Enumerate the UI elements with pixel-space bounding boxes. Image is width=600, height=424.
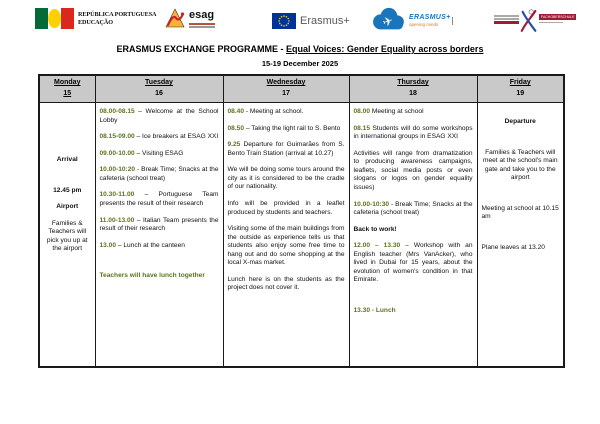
date-label: 19: [516, 89, 525, 97]
schedule-entry: Departure: [504, 118, 536, 125]
fos-ribbon-label: FACHOBERSCHULE: [541, 15, 575, 19]
fos-figure-icon: [520, 8, 538, 32]
tuesday-cell: [95, 103, 223, 367]
erasmus-plus-label: Erasmus+: [300, 15, 350, 27]
erasmus-opening-minds-logo: [369, 6, 451, 34]
title-highlight: Equal Voices: Gender Equality across borders: [286, 44, 484, 54]
eu-flag-icon: [272, 13, 296, 29]
svg-text:✈: ✈: [380, 13, 395, 30]
day-header-wednesday: [223, 75, 349, 103]
schedule-entry: Plane leaves at 13.20: [481, 243, 545, 251]
date-label: 15: [63, 89, 72, 97]
opening-minds-tagline: opening minds: [409, 21, 439, 27]
wednesday-cell: [223, 103, 349, 367]
esag-text-block: [189, 10, 215, 29]
friday-cell: [477, 103, 564, 367]
date-range: 15-19 December 2025: [261, 59, 339, 68]
entry-time: 9.25: [227, 141, 241, 149]
entry-time: 08.15: [353, 124, 371, 132]
schedule-entry: Families & Teachers will meet at the school's main gate and take you to the airport: [482, 148, 558, 182]
date-label: 18: [409, 89, 417, 97]
fachoberschule-logo: [494, 8, 576, 32]
republica-portuguesa-logo: [35, 8, 156, 29]
entry-time: 08.00-08.15: [99, 108, 135, 115]
erasmus-handwritten-label: ERASMUS+: [409, 13, 451, 21]
entry-time: 08.00: [353, 108, 371, 115]
day-header-monday: [39, 75, 95, 103]
schedule-entry: 12.45 pm: [53, 186, 82, 194]
republica-text: [78, 11, 156, 26]
day-label: Thursday: [397, 79, 429, 86]
schedule-entry: 10.00-10:20 - Break Time; Snacks at the cafeteria (school treat): [99, 166, 219, 182]
esag-subtext-bar: [189, 26, 215, 28]
schedule-entry: 12.00 – 13.30 – Workshop with an English teacher (Mrs VanAcker), who lived in Dubai for 15 years, about the evolution of women's condition in that Emirate.: [353, 242, 473, 284]
schedule-entry: Info will be provided in a leaflet produced by students and teachers.: [227, 199, 345, 216]
schedule-entry: 13.30 - Lunch: [353, 307, 396, 314]
schedule-entry: Activities will range from dramatization to producing awareness campaigns, leaflets, social media posts or even slogans or logos on gender equality issues): [353, 149, 473, 191]
schedule-entry: Airport: [56, 203, 79, 211]
header-row: [39, 75, 564, 103]
schedule-entry: 08.15 Students will do some workshops in international groups in ESAG XXI: [353, 124, 473, 141]
schedule-entry: 08.15-09.00 – Ice breakers at ESAG XXI: [99, 133, 219, 141]
title-main: ERASMUS EXCHANGE PROGRAMME -: [116, 44, 287, 54]
esag-subtext-bar: [189, 23, 215, 25]
schedule-row: [39, 103, 564, 367]
portugal-flag-icon: [35, 8, 74, 29]
schedule-entry: Families & Teachers will pick you up at the airport: [46, 219, 88, 253]
day-label: Monday: [54, 79, 81, 86]
schedule-entry: Lunch here is on the students as the project does not cover it.: [227, 275, 345, 292]
entry-time: 09.00-10.00: [99, 149, 135, 157]
entry-time: 08.15-09.00: [99, 133, 135, 141]
thursday-cell: [349, 103, 477, 367]
esag-name: esag: [189, 9, 215, 21]
flag-red-block: [61, 8, 74, 29]
entry-time: 10.00-10:20: [99, 166, 136, 174]
entry-time: 08.40: [227, 108, 245, 115]
esag-subtext-bars: [189, 23, 215, 28]
monday-cell: [39, 103, 95, 367]
republica-line1: REPÚBLICA PORTUGUESA: [78, 11, 157, 19]
schedule-entry: We will be doing some tours around the city as it is considered to be the cradle of our nationality.: [227, 166, 345, 191]
schedule-entry: 08.00 Meeting at school: [353, 108, 424, 115]
opening-minds-text-block: [409, 14, 451, 27]
flag-yellow-circle: [48, 9, 61, 28]
schedule-entry: Visiting some of the main buildings from the outside as experience tells us that students also enjoy some free time to hang out and do some shopping at the local X-mas market.: [227, 225, 345, 267]
day-label: Wednesday: [266, 79, 306, 86]
schedule-entry: Meeting at school at 10.15 am: [481, 204, 559, 221]
fos-right-text-block: [539, 14, 576, 23]
date-label: 16: [155, 89, 163, 97]
fos-text-bar: [539, 22, 563, 24]
republica-line2: EDUCAÇÃO: [78, 18, 113, 26]
day-header-friday: [477, 75, 564, 103]
entry-time: 11.00-13.00: [99, 216, 135, 224]
schedule-table: [38, 74, 565, 368]
schedule-entry: 08.40 - Meeting at school.: [227, 108, 304, 115]
schedule-entry: Back to work!: [353, 225, 397, 233]
day-label: Tuesday: [145, 79, 173, 86]
schedule-entry: 11.00-13.00 – Italian Team presents the result of their research: [99, 216, 219, 233]
entry-time: 12.00 – 13.30 –: [353, 242, 409, 250]
fos-red-bar: [494, 21, 519, 24]
schedule-entry: 9.25 Departure for Guimarães from S. Bento Train Station (arrival at 10.27): [227, 141, 345, 157]
fos-text-bar: [494, 18, 519, 20]
esag-bird-icon: [163, 6, 187, 30]
day-header-thursday: [349, 75, 477, 103]
fos-text-bar: [494, 15, 519, 17]
schedule-entry: 10.00-10:30 - Break Time; Snacks at the cafeteria (school treat): [353, 200, 473, 217]
schedule-entry: 08.50 – Taking the light rail to S. Bento: [227, 124, 341, 132]
entry-time: 13.00: [99, 241, 117, 249]
date-label: 17: [282, 89, 290, 97]
cloud-plane-icon: [369, 6, 407, 34]
schedule-entry: 08.00-08.15 – Welcome at the School Lobby: [99, 108, 219, 124]
fos-subtext-bars: [539, 22, 576, 24]
schedule-entry: Teachers will have lunch together: [99, 272, 205, 280]
schedule-entry: Arrival: [56, 156, 78, 163]
logo-bar: [0, 0, 600, 40]
schedule-entry: 13.00 – Lunch at the canteen: [99, 241, 185, 249]
entry-time: 10.00-10:30: [353, 200, 390, 208]
separator-mark: [452, 17, 453, 25]
erasmus-plus-eu-logo: [272, 13, 350, 29]
esag-logo: [163, 6, 215, 30]
page-title: [0, 44, 600, 54]
schedule-entry: 10.30-11.00 – Portuguese Team presents the result of their research: [99, 191, 219, 207]
schedule-entry: 09.00-10.00 – Visiting ESAG: [99, 149, 184, 157]
day-header-tuesday: [95, 75, 223, 103]
entry-time: 08.50: [227, 124, 245, 132]
flag-green-block: [35, 8, 48, 29]
day-label: Friday: [509, 79, 531, 86]
fos-left-text-bars: [494, 15, 519, 25]
entry-time: 10.30-11.00: [99, 191, 135, 199]
